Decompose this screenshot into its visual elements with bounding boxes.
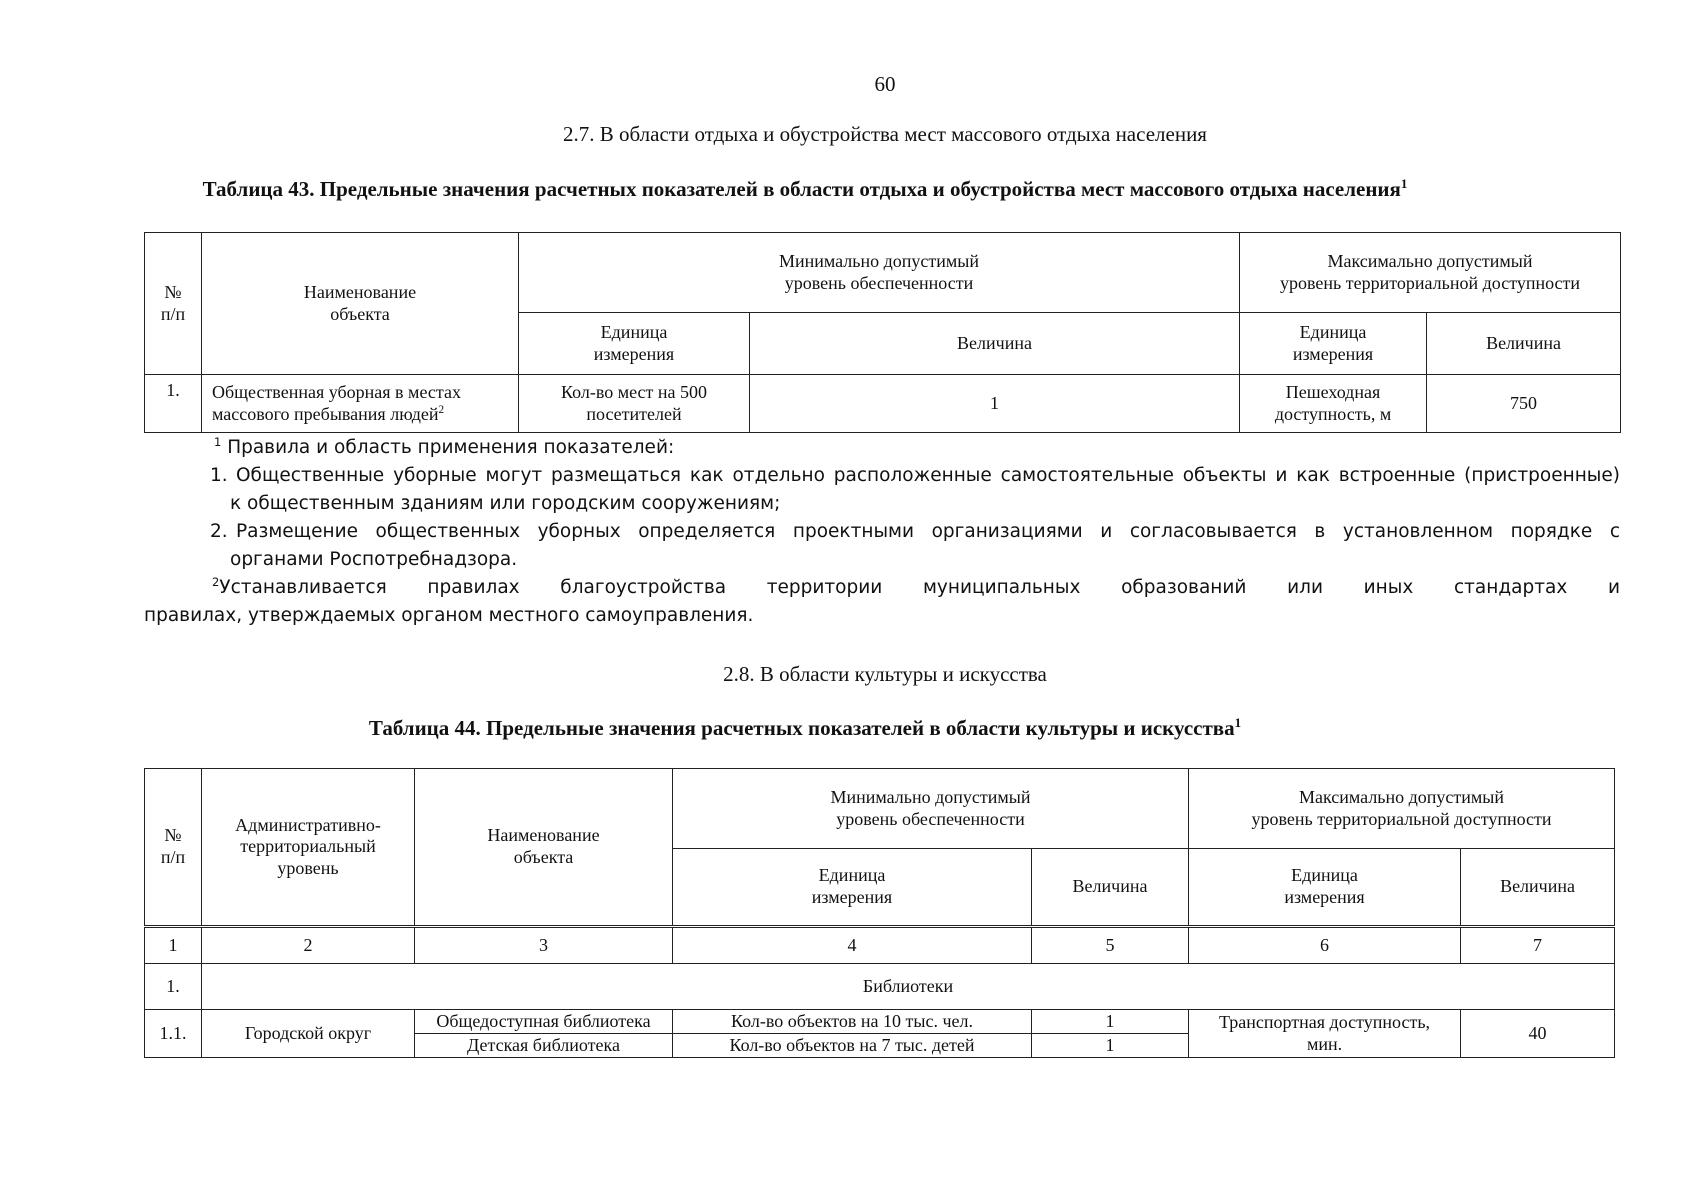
table-43: [144, 232, 1621, 433]
header-max-level: Максимально допустимый уровень территориальной доступности: [1240, 233, 1621, 313]
column-number: 5: [1032, 927, 1189, 964]
table-43-title: [0, 177, 1610, 202]
row-num: 1.: [145, 375, 202, 433]
table-43-title-text: Таблица 43. Предельные значения расчетных показателей в области отдыха и обустройства мест массового отдыха населения: [202, 177, 1401, 201]
column-number: 7: [1461, 927, 1615, 964]
row-min-unit: Кол-во объектов на 7 тыс. детей: [673, 1034, 1032, 1058]
header-min-level: Минимально допустимый уровень обеспеченности: [519, 233, 1240, 313]
header-max-level: Максимально допустимый уровень территориальной доступности: [1189, 769, 1615, 849]
header-num: № п/п: [145, 233, 202, 375]
column-number: 3: [415, 927, 673, 964]
footnote-item-1-line1: Общественные уборные могут размещаться как отдельно расположенные самостоятельные объекты и как встроенные (пристроенные): [236, 465, 1620, 486]
footnote-item-2-line2: органами Роспотребнадзора.: [230, 549, 518, 570]
row-min-value: 1: [1032, 1034, 1189, 1058]
row-max-value: 40: [1461, 1010, 1615, 1058]
footnote-2-line1: $^2$Устанавливается правилах благоустройства территории муниципальных образований или иных стандартах и: [212, 574, 1620, 598]
footnote-item-2-line1: Размещение общественных уборных определяется проектными организациями и согласовывается в установленном порядке с: [236, 521, 1620, 542]
row-min-unit: Кол-во мест на 500 посетителей: [519, 375, 750, 433]
group-label: Библиотеки: [202, 964, 1615, 1010]
footnote-2-mark: 2: [212, 574, 220, 589]
section-heading-2-7: 2.7. В области отдыха и обустройства мест массового отдыха населения: [563, 122, 1207, 146]
page-number: 60: [874, 72, 896, 96]
table-row: [145, 375, 1621, 433]
row-object-name: Детская библиотека: [415, 1034, 673, 1058]
header-admin-level: Административно- территориальный уровень: [202, 769, 415, 927]
header-max-value: Величина: [1427, 313, 1621, 375]
row-min-unit: Кол-во объектов на 10 тыс. чел.: [673, 1010, 1032, 1034]
footnote-1-mark: 1: [214, 434, 222, 449]
row-max-unit: Пешеходная доступность, м: [1240, 375, 1427, 433]
header-num: № п/п: [145, 769, 202, 927]
header-max-value: Величина: [1461, 849, 1615, 927]
header-object-name: Наименование объекта: [415, 769, 673, 927]
header-min-level: Минимально допустимый уровень обеспеченности: [673, 769, 1189, 849]
group-num: 1.: [145, 964, 202, 1010]
table-44-title: [0, 716, 1610, 741]
column-number-row: [145, 927, 1615, 964]
row-num: 1.1.: [145, 1010, 202, 1058]
column-number: 6: [1189, 927, 1461, 964]
header-min-unit: Единица измерения: [519, 313, 750, 375]
row-object-name: Общедоступная библиотека: [415, 1010, 673, 1034]
header-max-unit: Единица измерения: [1189, 849, 1461, 927]
row-min-value: 1: [1032, 1010, 1189, 1034]
table-43-title-footnote-mark: 1: [1400, 176, 1408, 191]
column-number: 2: [202, 927, 415, 964]
group-row: [145, 964, 1615, 1010]
table-44: [144, 768, 1615, 1058]
row-max-value: 750: [1427, 375, 1621, 433]
footnote-1: $^1$ Правила и область применения показателей:: [214, 434, 675, 458]
row-min-value: 1: [750, 375, 1240, 433]
header-max-unit: Единица измерения: [1240, 313, 1427, 375]
section-heading-2-8: 2.8. В области культуры и искусства: [723, 662, 1047, 686]
header-min-unit: Единица измерения: [673, 849, 1032, 927]
row-object-name: Общественная уборная в местах массового пребывания людей$^2$: [202, 375, 519, 433]
row-max-unit: Транспортная доступность, мин.: [1189, 1010, 1461, 1058]
header-min-value: Величина: [1032, 849, 1189, 927]
footnote-2-line2: правилах, утверждаемых органом местного самоуправления.: [144, 605, 754, 626]
column-number: 4: [673, 927, 1032, 964]
footnote-item-1-number: 1.: [210, 465, 228, 486]
header-min-value: Величина: [750, 313, 1240, 375]
row-admin-level: Городской округ: [202, 1010, 415, 1058]
row-footnote-mark: 2: [438, 403, 445, 416]
table-row: [145, 1010, 1615, 1034]
table-44-title-footnote-mark: 1: [1234, 715, 1242, 730]
header-object-name: Наименование объекта: [202, 233, 519, 375]
column-number: 1: [145, 927, 202, 964]
footnote-item-1-line2: к общественным зданиям или городским сооружениям;: [230, 493, 781, 514]
table-44-title-text: Таблица 44. Предельные значения расчетных показателей в области культуры и искусства: [368, 716, 1235, 740]
footnote-item-2-number: 2.: [210, 521, 228, 542]
